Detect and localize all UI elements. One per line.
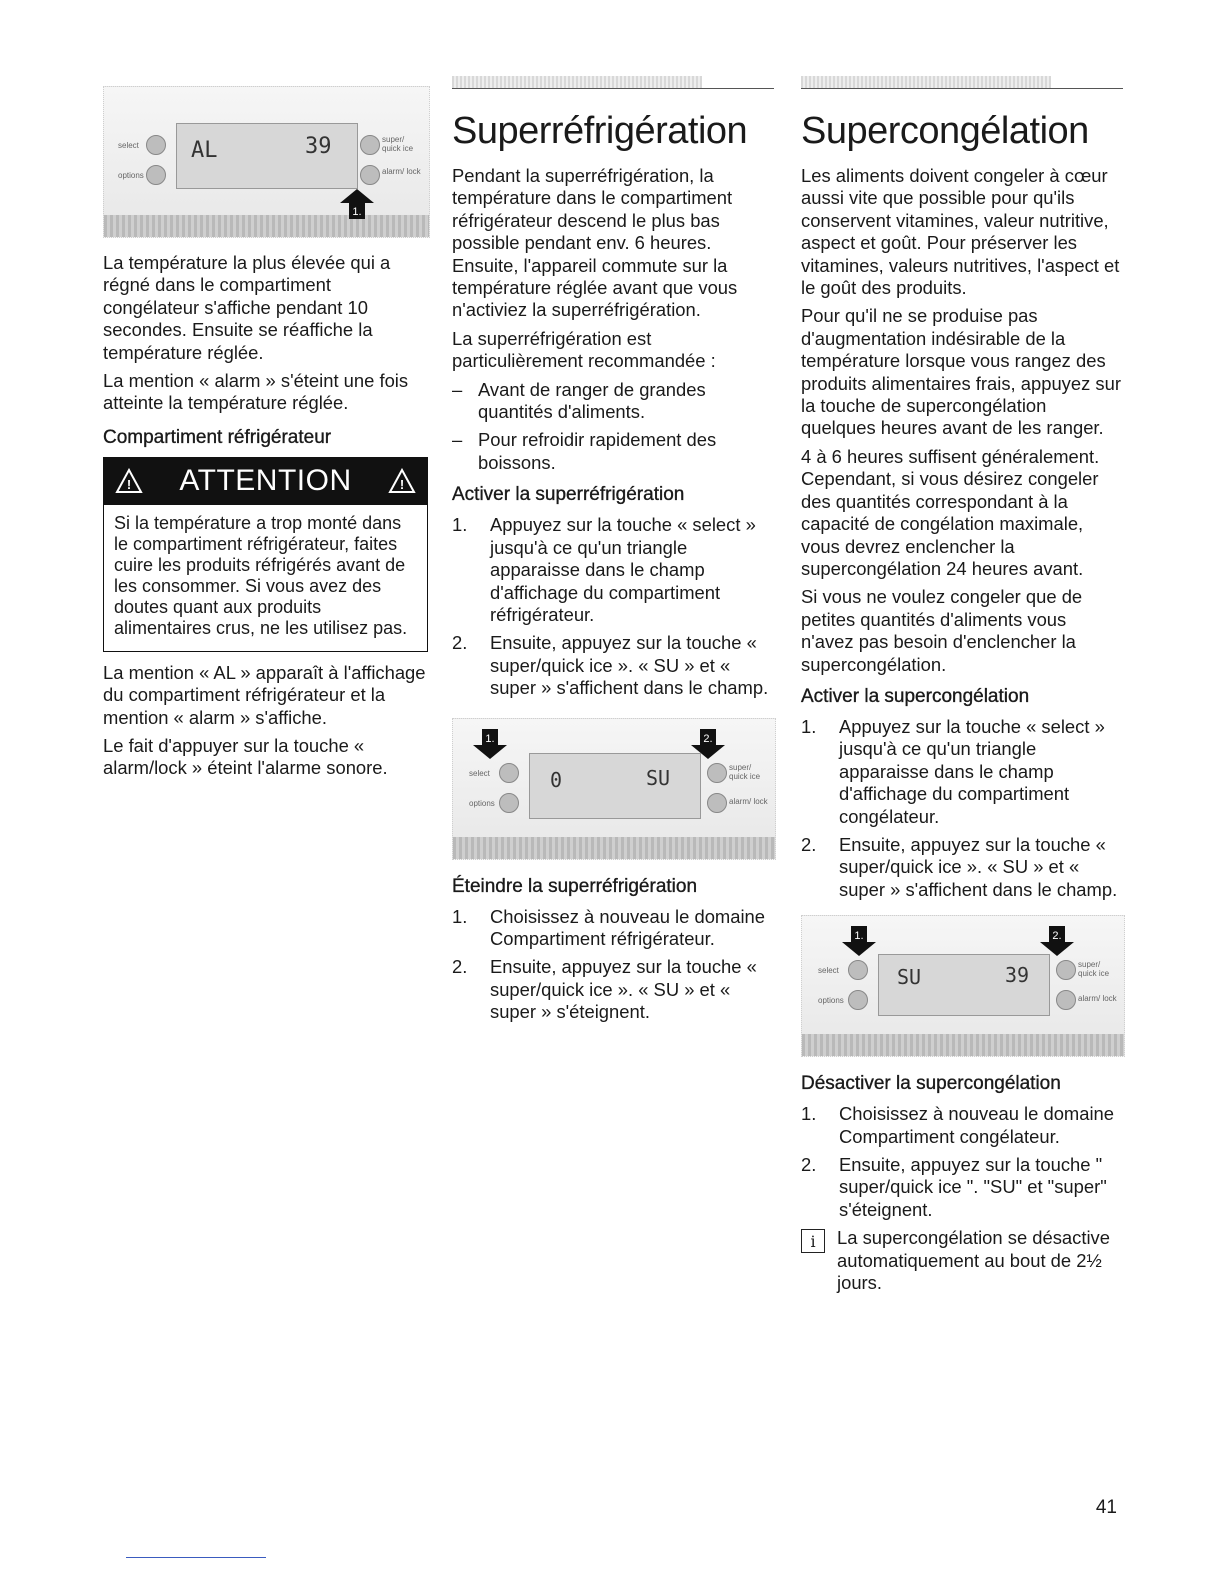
arrow-down-badge-icon	[473, 729, 507, 759]
activate-super-freeze-heading: Activer la supercongélation	[801, 685, 1030, 707]
page-number: 41	[1095, 1497, 1117, 1518]
column-1	[103, 76, 428, 786]
alarm-button-icon	[707, 793, 727, 813]
activate-super-cool-heading: Activer la superréfrigération	[452, 484, 685, 506]
panel-super-label: super/ quick ice	[1078, 960, 1110, 979]
display-left-value: AL	[191, 138, 218, 163]
snowflake-icon	[360, 135, 380, 155]
column-3	[801, 76, 1123, 1300]
snowflake-icon	[1056, 960, 1076, 980]
list-item: – Avant de ranger de grandes quantités d'aliments.	[452, 379, 774, 424]
col3-para-3: 4 à 6 heures suffisent généralement. Cependant, si vous désirez congeler des quantités correspondant à la capacité de congélation maximale, vous devrez enclencher la supercongélation 24 heures avant.	[801, 445, 1100, 579]
list-item: 2. Ensuite, appuyez sur la touche « super/quick ice ». « SU » et « super » s'éteignent.	[452, 956, 757, 1023]
list-item: 1. Appuyez sur la touche « select » jusqu'à ce qu'un triangle apparaisse dans le champ d'affichage du compartiment réfrigérateur.	[452, 514, 756, 625]
display-left-value: 0	[550, 767, 563, 792]
display-right-value: SU	[646, 765, 671, 790]
panel-super-label: super/ quick ice	[382, 135, 414, 153]
panel-options-label: options	[469, 798, 495, 808]
panel-alarm-label: alarm/ lock	[382, 167, 421, 176]
col2-para-2: La superréfrigération est particulièrement recommandée :	[452, 327, 716, 372]
control-panel-image	[801, 915, 1125, 1057]
col3-para-2: Pour qu'il ne se produise pas d'augmentation indésirable de la température lorsque vous rangez des produits alimentaires frais, appuyez sur la touche de supercongélation quelques heures avant de les ranger.	[801, 305, 1121, 439]
panel-bottom-strip	[104, 215, 429, 237]
display-left-value: SU	[897, 965, 922, 990]
attention-text: Si la température a trop monté dans le compartiment réfrigérateur, faites cuire les produits réfrigérés avant de les consommer. Si vous avez des doutes quant aux produits alimentaires crus, ne les utilisez pas.	[114, 512, 408, 638]
panel-select-label: select	[818, 966, 839, 976]
col3-title: Supercongélation	[801, 110, 1089, 152]
badge-label: 2.	[703, 732, 713, 745]
title-rule	[801, 76, 1123, 89]
col3-para-4: Si vous ne voulez congeler que de petites quantités d'aliments vous n'avez pas besoin d'enclencher la supercongélation.	[801, 586, 1083, 675]
col1-para-4: Le fait d'appuyer sur la touche « alarm/lock » éteint l'alarme sonore.	[103, 735, 388, 779]
snowflake-icon	[707, 763, 727, 783]
badge-label: 1.	[854, 930, 864, 943]
options-button-icon	[848, 990, 868, 1010]
display-right-value: 39	[305, 134, 332, 159]
list-item: 1. Choisissez à nouveau le domaine Compartiment congélateur.	[801, 1103, 1115, 1147]
col2-title: Superréfrigération	[452, 110, 748, 152]
alarm-button-icon	[360, 165, 380, 185]
deactivate-super-freeze-heading: Désactiver la supercongélation	[801, 1073, 1061, 1095]
arrow-down-badge-icon	[1040, 926, 1074, 956]
alarm-button-icon	[1056, 990, 1076, 1010]
badge-label: 1.	[352, 206, 362, 218]
panel-alarm-label: alarm/ lock	[729, 796, 768, 806]
recommendation-list	[452, 379, 774, 475]
list-item: 2. Ensuite, appuyez sur la touche " super/quick ice ". "SU" et "super" s'éteignent.	[801, 1154, 1107, 1220]
control-panel-image	[103, 86, 430, 238]
list-item: – Pour refroidir rapidement des boissons.	[452, 429, 774, 474]
badge-label: 1.	[485, 732, 495, 745]
attention-title: ATTENTION	[179, 463, 352, 497]
col2-para-1: Pendant la superréfrigération, la température dans le compartiment réfrigérateur descend le plus bas possible pendant env. 6 heures. Ensuite, l'appareil commute sur la température réglée avant que vous n'activiez la superréfrigération.	[452, 165, 738, 321]
panel-bottom-strip	[453, 837, 775, 859]
attention-banner	[103, 457, 428, 505]
title-rule	[452, 76, 774, 89]
panel-select-label: select	[118, 141, 139, 150]
warning-triangle-icon	[115, 468, 143, 494]
panel-select-label: select	[469, 768, 490, 778]
col1-para-3: La mention « AL » apparaît à l'affichage du compartiment réfrigérateur et la mention « alarm » s'affiche.	[103, 661, 426, 728]
column-2	[452, 76, 774, 1030]
badge-label: 2.	[1052, 930, 1062, 943]
col1-para-2: La mention « alarm » s'éteint une fois atteinte la température réglée.	[103, 370, 409, 414]
warning-triangle-icon	[388, 468, 416, 494]
footer-rule	[126, 1557, 266, 1558]
select-button-icon	[848, 960, 868, 980]
options-button-icon	[499, 793, 519, 813]
info-icon: i	[801, 1229, 825, 1253]
svg-text:!: !	[399, 476, 405, 492]
deactivate-super-freeze-steps	[801, 1103, 1123, 1221]
info-text: La supercongélation se désactive automatiquement au bout de 2½ jours.	[837, 1227, 1110, 1294]
turn-off-super-cool-heading: Éteindre la superréfrigération	[452, 875, 698, 897]
turn-off-super-cool-steps	[452, 906, 774, 1024]
panel-options-label: options	[818, 996, 844, 1006]
display-screen	[878, 954, 1050, 1016]
panel-bottom-strip	[802, 1034, 1124, 1056]
info-note	[801, 1227, 1123, 1300]
options-button-icon	[146, 165, 166, 185]
col1-para-1: La température la plus élevée qui a régné dans le compartiment congélateur s'affiche pendant 10 secondes. Ensuite se réaffiche la température réglée.	[103, 252, 391, 363]
activate-super-freeze-steps	[801, 716, 1123, 901]
activate-super-cool-steps	[452, 514, 774, 699]
col1-subheading: Compartiment réfrigérateur	[103, 426, 332, 448]
select-button-icon	[499, 763, 519, 783]
list-item: 1. Appuyez sur la touche « select » jusqu'à ce qu'un triangle apparaisse dans le champ d'affichage du compartiment congélateur.	[801, 715, 1105, 827]
svg-text:!: !	[126, 476, 132, 492]
panel-super-label: super/ quick ice	[729, 762, 761, 781]
col3-para-1: Les aliments doivent congeler à cœur aussi vite que possible pour qu'ils conservent vitamines, valeur nutritive, aspect et goût. Pour préserver les vitamines, valeurs nutritives, l'aspect et le goût des produits.	[801, 165, 1120, 299]
attention-box	[103, 505, 428, 652]
arrow-down-badge-icon	[842, 926, 876, 956]
list-item: 2. Ensuite, appuyez sur la touche « super/quick ice ». « SU » et « super » s'affichent dans le champ.	[801, 833, 1118, 900]
display-screen	[176, 123, 358, 189]
display-right-value: 39	[1005, 963, 1030, 988]
panel-alarm-label: alarm/ lock	[1078, 994, 1117, 1004]
select-button-icon	[146, 135, 166, 155]
list-item: 2. Ensuite, appuyez sur la touche « super/quick ice ». « SU » et « super » s'affichent dans le champ.	[452, 632, 769, 699]
display-screen	[529, 753, 701, 819]
list-item: 1. Choisissez à nouveau le domaine Compartiment réfrigérateur.	[452, 905, 766, 949]
control-panel-image	[452, 718, 776, 860]
arrow-up-badge-icon	[340, 189, 374, 219]
panel-options-label: options	[118, 171, 144, 180]
